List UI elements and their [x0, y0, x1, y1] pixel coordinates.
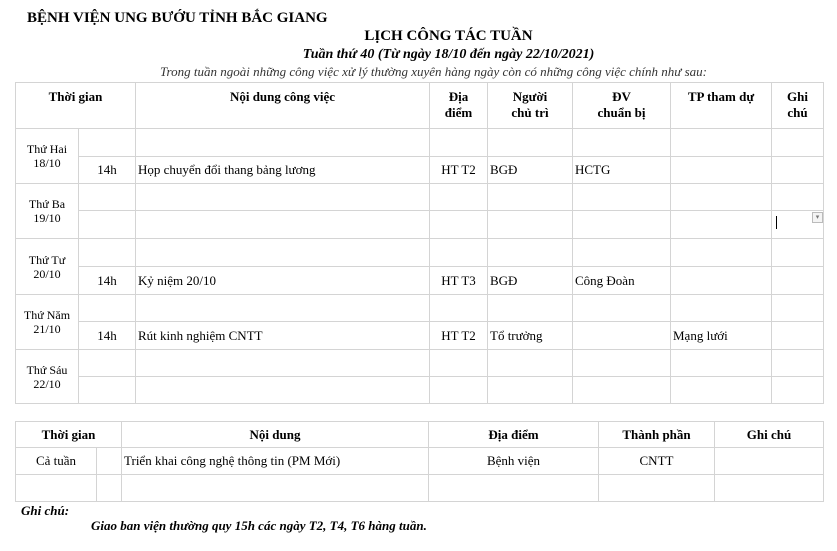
host-cell[interactable]	[488, 211, 573, 239]
host-cell[interactable]: BGĐ	[488, 157, 573, 184]
content-cell[interactable]	[136, 239, 430, 267]
content-cell[interactable]: Rút kinh nghiệm CNTT	[136, 322, 430, 350]
content-cell[interactable]	[136, 129, 430, 157]
weekly-time-cell[interactable]	[16, 475, 97, 502]
header-host: Người chủ trì	[488, 83, 573, 129]
place-cell[interactable]	[430, 350, 488, 377]
day-name: Thứ Tư	[28, 252, 66, 267]
page-title: LỊCH CÔNG TÁC TUẦN	[364, 28, 533, 44]
weekly-header-row	[16, 422, 824, 448]
hour-cell[interactable]: 14h	[79, 157, 136, 184]
content-cell[interactable]	[136, 295, 430, 322]
unit-cell[interactable]	[573, 295, 671, 322]
unit-cell[interactable]: Công Đoàn	[573, 267, 671, 295]
intro-text: Trong tuần ngoài những công việc xử lý thường xuyên hàng ngày còn có những công việc chính như sau:	[160, 64, 707, 79]
schedule-row	[16, 350, 824, 377]
notes-cell[interactable]	[772, 157, 824, 184]
notes-cell[interactable]	[772, 377, 824, 404]
schedule-row	[16, 211, 824, 239]
schedule-row	[16, 377, 824, 404]
header-content: Nội dung công việc	[136, 83, 430, 129]
day-cell	[16, 129, 79, 184]
day-date: 20/10	[33, 266, 61, 281]
place-cell[interactable]	[430, 377, 488, 404]
day-name: Thứ Ba	[28, 197, 66, 211]
schedule-row	[16, 322, 824, 350]
day-date: 22/10	[33, 376, 61, 391]
day-cell	[16, 239, 79, 295]
notes-cell[interactable]	[772, 239, 824, 267]
day-name: Thứ Hai	[26, 142, 68, 156]
hour-cell[interactable]	[79, 239, 136, 267]
weekly-place-cell[interactable]	[429, 475, 599, 502]
notes-cell[interactable]	[772, 322, 824, 350]
weekly-header-notes: Ghi chú	[715, 422, 824, 448]
participants-cell[interactable]	[671, 211, 772, 239]
unit-cell[interactable]: HCTG	[573, 157, 671, 184]
place-cell[interactable]	[430, 129, 488, 157]
hour-cell[interactable]	[79, 129, 136, 157]
day-cell	[16, 295, 79, 350]
host-cell[interactable]	[488, 129, 573, 157]
content-cell[interactable]: Họp chuyển đổi thang bảng lương	[136, 157, 430, 184]
place-cell[interactable]: HT T2	[430, 322, 488, 350]
participants-cell[interactable]	[671, 350, 772, 377]
hour-cell[interactable]: 14h	[79, 267, 136, 295]
unit-cell[interactable]	[573, 129, 671, 157]
day-date: 21/10	[33, 322, 61, 336]
header-participants: TP tham dự	[671, 83, 772, 129]
host-cell[interactable]: Tổ trưởng	[488, 322, 573, 350]
weekly-place-cell[interactable]: Bệnh viện	[429, 448, 599, 475]
host-cell[interactable]	[488, 239, 573, 267]
unit-cell[interactable]	[573, 350, 671, 377]
place-cell[interactable]	[430, 211, 488, 239]
unit-cell[interactable]	[573, 239, 671, 267]
note-text: Giao ban viện thường quy 15h các ngày T2, T4, T6 hàng tuần.	[91, 518, 427, 533]
day-name: Thứ Năm	[23, 308, 71, 322]
participants-cell[interactable]	[671, 157, 772, 184]
participants-cell[interactable]	[671, 129, 772, 157]
week-range: Tuần thứ 40 (Từ ngày 18/10 đến ngày 22/10/2021)	[302, 47, 595, 62]
dropdown-arrow-icon[interactable]: ▾	[812, 212, 823, 223]
host-cell[interactable]	[488, 184, 573, 211]
participants-cell[interactable]	[671, 184, 772, 211]
place-cell[interactable]	[430, 295, 488, 322]
schedule-row	[16, 129, 824, 157]
day-date: 19/10	[33, 211, 61, 225]
unit-cell[interactable]	[573, 211, 671, 239]
notes-cell[interactable]	[772, 129, 824, 157]
schedule-row	[16, 184, 824, 211]
unit-cell[interactable]	[573, 184, 671, 211]
day-cell	[16, 184, 79, 239]
hour-cell[interactable]	[79, 295, 136, 322]
host-cell[interactable]	[488, 350, 573, 377]
unit-cell[interactable]	[573, 322, 671, 350]
place-cell[interactable]: HT T2	[430, 157, 488, 184]
header-unit: ĐV chuẩn bị	[573, 83, 671, 129]
host-cell[interactable]	[488, 295, 573, 322]
schedule-row	[16, 295, 824, 322]
place-cell[interactable]	[430, 239, 488, 267]
schedule-table	[15, 82, 824, 404]
header-notes: Ghi chú	[772, 83, 824, 129]
weekly-content-cell[interactable]	[122, 475, 429, 502]
weekly-header-place: Địa điểm	[429, 422, 599, 448]
weekly-content-cell[interactable]: Triển khai công nghệ thông tin (PM Mới)	[122, 448, 429, 475]
host-cell[interactable]: BGĐ	[488, 267, 573, 295]
note-label: Ghi chú:	[21, 503, 70, 518]
hour-cell[interactable]	[79, 211, 136, 239]
hour-cell[interactable]	[79, 377, 136, 404]
day-cell	[16, 350, 79, 404]
weekly-time-cell[interactable]: Cả tuần	[16, 448, 97, 475]
schedule-row	[16, 239, 824, 267]
participants-cell[interactable]	[671, 267, 772, 295]
content-cell[interactable]: Kỷ niệm 20/10	[136, 267, 430, 295]
schedule-row	[16, 267, 824, 295]
schedule-row	[16, 157, 824, 184]
place-cell[interactable]: HT T3	[430, 267, 488, 295]
participants-cell[interactable]	[671, 239, 772, 267]
weekly-table	[15, 421, 824, 502]
weekly-spacer-cell[interactable]	[97, 475, 122, 502]
weekly-header-time: Thời gian	[16, 422, 122, 448]
day-date: 18/10	[33, 156, 61, 170]
header-time: Thời gian	[16, 83, 136, 129]
notes-cell[interactable]	[772, 184, 824, 211]
host-cell[interactable]	[488, 377, 573, 404]
weekly-notes-cell[interactable]	[715, 475, 824, 502]
schedule-header-row	[16, 83, 824, 129]
participants-cell[interactable]: Mạng lưới	[671, 322, 772, 350]
hour-cell[interactable]	[79, 184, 136, 211]
notes-cell[interactable]	[772, 295, 824, 322]
content-cell[interactable]	[136, 350, 430, 377]
weekly-members-cell[interactable]: CNTT	[599, 448, 715, 475]
hospital-name: BỆNH VIỆN UNG BƯỚU TỈNH BẮC GIANG	[27, 10, 328, 26]
weekly-notes-cell[interactable]	[715, 448, 824, 475]
hour-cell[interactable]	[79, 350, 136, 377]
participants-cell[interactable]	[671, 295, 772, 322]
content-cell[interactable]	[136, 377, 430, 404]
weekly-header-members: Thành phần	[599, 422, 715, 448]
weekly-header-content: Nội dung	[122, 422, 429, 448]
content-cell[interactable]	[136, 211, 430, 239]
weekly-spacer-cell[interactable]	[97, 448, 122, 475]
notes-cell[interactable]	[772, 267, 824, 295]
weekly-row	[16, 475, 824, 502]
place-cell[interactable]	[430, 184, 488, 211]
content-cell[interactable]	[136, 184, 430, 211]
weekly-members-cell[interactable]	[599, 475, 715, 502]
unit-cell[interactable]	[573, 377, 671, 404]
text-cursor	[776, 216, 777, 229]
notes-cell[interactable]	[772, 350, 824, 377]
participants-cell[interactable]	[671, 377, 772, 404]
hour-cell[interactable]: 14h	[79, 322, 136, 350]
weekly-row	[16, 448, 824, 475]
header-place: Địa điểm	[430, 83, 488, 129]
day-name: Thứ Sáu	[26, 362, 68, 377]
